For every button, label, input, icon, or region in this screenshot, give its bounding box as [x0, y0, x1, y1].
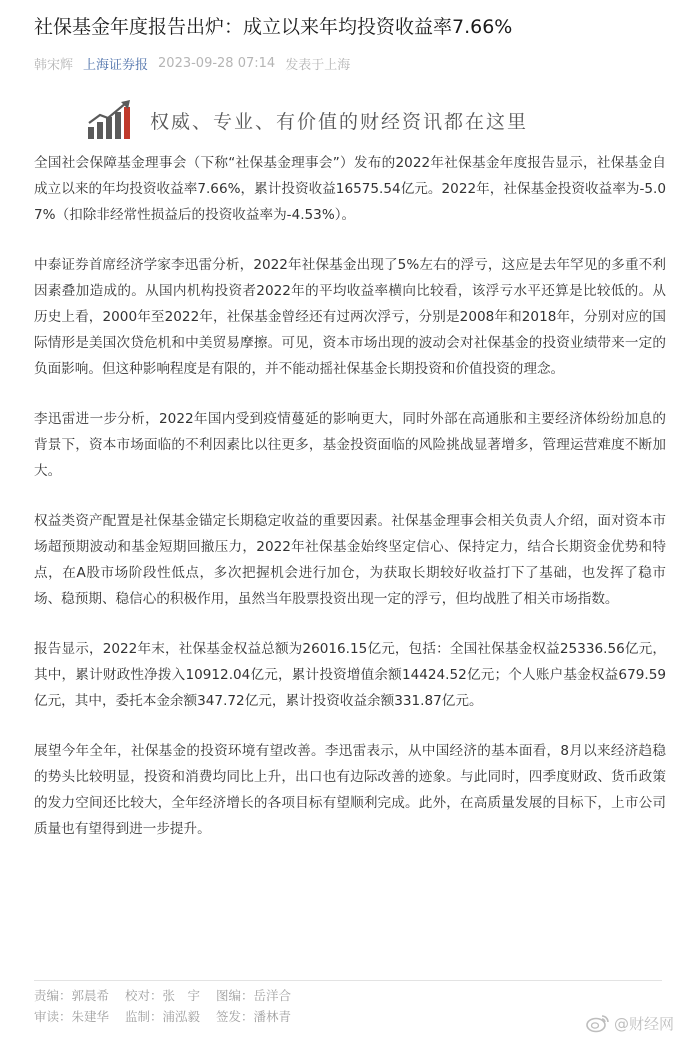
publish-location: 发表于上海 — [285, 57, 351, 73]
source-link[interactable]: 上海证券报 — [83, 57, 149, 73]
banner-slogan: 权威、专业、有价值的财经资讯都在这里 — [150, 110, 529, 133]
article-meta — [34, 52, 350, 74]
article-body — [34, 150, 666, 866]
paragraph: 报告显示，2022年末，社保基金权益总额为26016.15亿元，包括：全国社保基金权益25336.56亿元，其中，累计财政性净拨入10912.04亿元，累计投资增值余额14424.52亿元；个人账户基金权益679.59亿元，其中，委托本金余额347.72亿元，累计投资收益余额331.87亿元。 — [34, 641, 666, 709]
credit-item: 校对：张 宇 — [125, 988, 201, 1003]
editor-credits — [34, 985, 662, 1027]
credit-item: 责编：郭晨希 — [34, 988, 110, 1003]
paragraph: 全国社会保障基金理事会（下称“社保基金理事会”）发布的2022年社保基金年度报告显示，社保基金自成立以来的年均投资收益率7.66%，累计投资收益16575.54亿元。2022年，社保基金投资收益率为-5.07%（扣除非经常性损益后的投资收益率为-4.53%）。 — [34, 155, 666, 223]
credits-row — [34, 1006, 662, 1027]
weibo-icon — [586, 1013, 610, 1033]
article-title: 社保基金年度报告出炉：成立以来年均投资收益率7.66% — [34, 16, 513, 38]
paragraph: 李迅雷进一步分析，2022年国内受到疫情蔓延的影响更大，同时外部在高通胀和主要经济体纷纷加息的背景下，资本市场面临的不利因素比以往更多，基金投资面临的风险挑战显著增多，管理运营难度不断加大。 — [34, 411, 666, 479]
credit-item: 签发：潘林青 — [216, 1009, 292, 1024]
author-name[interactable]: 韩宋辉 — [34, 57, 74, 73]
paragraph: 展望今年全年，社保基金的投资环境有望改善。李迅雷表示，从中国经济的基本面看，8月以来经济趋稳的势头比较明显，投资和消费均同比上升，出口也有边际改善的迹象。与此同时，四季度财政、货币政策的发力空间还比较大，全年经济增长的各项目标有望顺利完成。此外，在高质量发展的目标下，上市公司质量也有望得到进一步提升。 — [34, 743, 666, 837]
publish-datetime: 2023-09-28 07:14 — [158, 55, 276, 71]
credit-item: 审读：朱建华 — [34, 1009, 110, 1024]
credit-item: 图编：岳洋合 — [216, 988, 292, 1003]
slogan-banner — [86, 98, 606, 142]
watermark — [586, 1012, 674, 1034]
paragraph: 权益类资产配置是社保基金锚定长期稳定收益的重要因素。社保基金理事会相关负责人介绍，面对资本市场超预期波动和基金短期回撤压力，2022年社保基金始终坚定信心、保持定力，结合长期资金优势和特点，在A股市场阶段性低点，多次把握机会进行加仓，为获取长期较好收益打下了基础，也发挥了稳市场、稳预期、稳信心的积极作用，虽然当年股票投资出现一定的浮亏，但均战胜了相关市场指数。 — [34, 513, 666, 607]
footer-divider — [34, 980, 662, 981]
rising-bar-chart-icon — [86, 99, 136, 141]
watermark-text: @财经网 — [613, 1014, 674, 1033]
credit-item: 监制：浦泓毅 — [125, 1009, 201, 1024]
credits-row — [34, 985, 662, 1006]
paragraph: 中泰证券首席经济学家李迅雷分析，2022年社保基金出现了5%左右的浮亏，这应是去年罕见的多重不利因素叠加造成的。从国内机构投资者2022年的平均收益率横向比较看，该浮亏水平还算是比较低的。从历史上看，2000年至2022年，社保基金曾经还有过两次浮亏，分别是2008年和2018年，分别对应的国际情形是美国次贷危机和中美贸易摩擦。可见，资本市场出现的波动会对社保基金的投资业绩带来一定的负面影响。但这种影响程度是有限的，并不能动摇社保基金长期投资和价值投资的理念。 — [34, 257, 666, 377]
